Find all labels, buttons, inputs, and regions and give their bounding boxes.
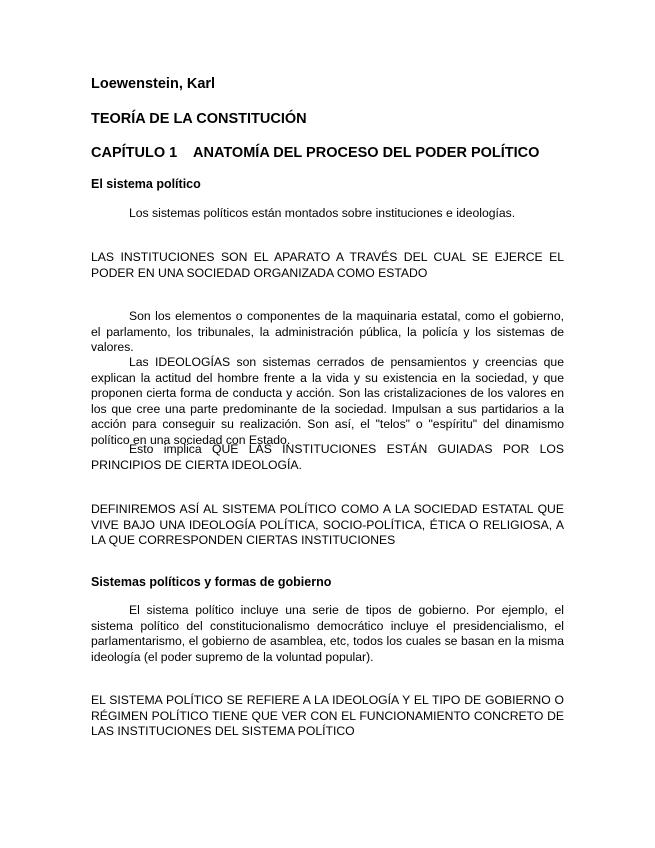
book-title: TEORÍA DE LA CONSTITUCIÓN — [91, 111, 307, 127]
paragraph-sistema-incluye: El sistema político incluye una serie de tipos de gobierno. Por ejemplo, el sistema político del constitucionalismo democrático incluye el presidencialismo, el parlamentarismo, el gobierno de asamblea, etc, todos los cuales se basan en la misma ideología (el poder supremo de la voluntad popular). — [91, 603, 564, 664]
caps-statement-definiremos: DEFINIREMOS ASÍ AL SISTEMA POLÍTICO COMO A LA SOCIEDAD ESTATAL QUE VIVE BAJO UNA IDEOLOGÍA POLÍTICA, SOCIO-POLÍTICA, ÉTICA O RELIGIOSA, A LA QUE CORRESPONDEN CIERTAS INSTITUCIONES — [91, 502, 564, 548]
intro-paragraph: Los sistemas políticos están montados sobre instituciones e ideologías. — [129, 206, 516, 220]
paragraph-ideologias: Las IDEOLOGÍAS son sistemas cerrados de pensamientos y creencias que explican la actitud del hombre frente a la vida y su existencia en la sociedad, y que proponen cierta forma de conducta y acción. Son las cristalizaciones de los valores en los que cree una parte predominante de la sociedad. Impulsan a sus partidarios a la acción para conseguir su realización. Son así, el "telos" o "espíritu" del dinamismo político en una sociedad con Estado. — [91, 355, 564, 447]
caps-statement-sistema-politico: EL SISTEMA POLÍTICO SE REFIERE A LA IDEOLOGÍA Y EL TIPO DE GOBIERNO O RÉGIMEN POLÍTICO TIENE QUE VER CON EL FUNCIONAMIENTO CONCRETO DE LAS INSTITUCIONES DEL SISTEMA POLÍTICO — [91, 693, 564, 739]
section-heading-sistemas-formas: Sistemas políticos y formas de gobierno — [91, 575, 332, 589]
chapter-title: ANATOMÍA DEL PROCESO DEL PODER POLÍTICO — [193, 145, 540, 161]
paragraph-elementos: Son los elementos o componentes de la maquinaria estatal, como el gobierno, el parlamento, los tribunales, la administración pública, la policía y los sistemas de valores. — [91, 309, 564, 355]
section-heading-sistema-politico: El sistema político — [91, 177, 201, 191]
caps-statement-instituciones: LAS INSTITUCIONES SON EL APARATO A TRAVÉS DEL CUAL SE EJERCE EL PODER EN UNA SOCIEDAD ORGANIZADA COMO ESTADO — [91, 250, 564, 280]
chapter-number: CAPÍTULO 1 — [91, 145, 178, 161]
chapter-heading — [91, 145, 564, 161]
paragraph-implica: Esto implica QUE LAS INSTITUCIONES ESTÁN GUIADAS POR LOS PRINCIPIOS DE CIERTA IDEOLOGÍA. — [91, 442, 564, 472]
author-name: Loewenstein, Karl — [91, 76, 216, 92]
